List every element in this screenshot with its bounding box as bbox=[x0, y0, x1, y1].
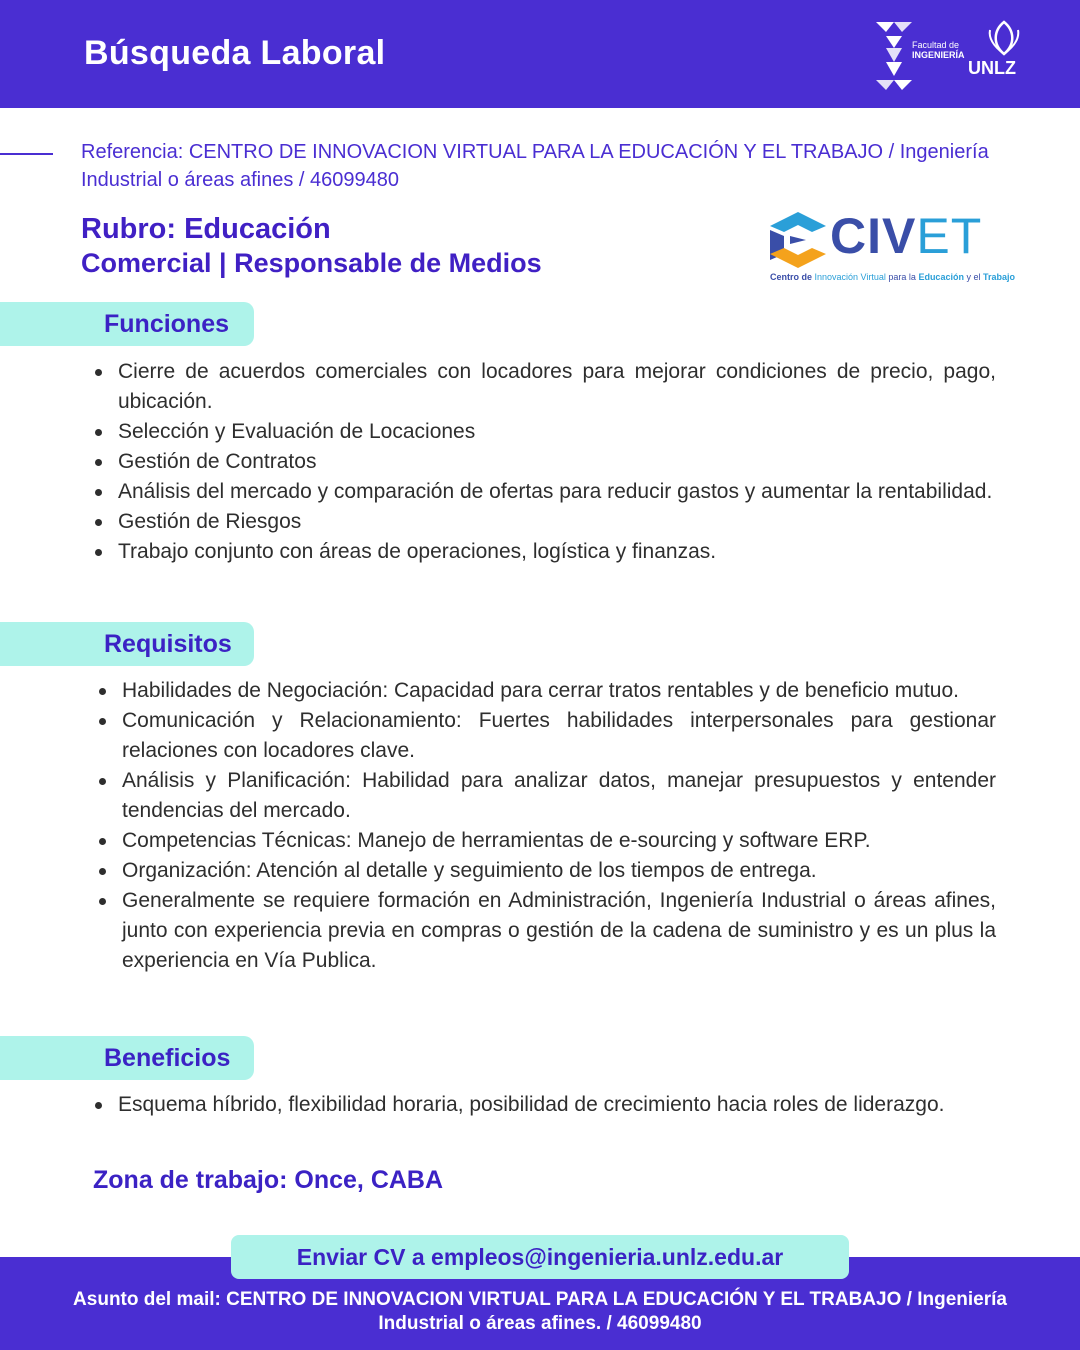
requisitos-title: Requisitos bbox=[104, 630, 232, 658]
faculty-logos bbox=[872, 16, 1042, 96]
section-requisitos bbox=[0, 622, 254, 666]
email-subject-text: Asunto del mail: CENTRO DE INNOVACION VIRTUAL PARA LA EDUCACIÓN Y EL TRABAJO / Ingeniería Industrial o áreas afines. / 46099480 bbox=[73, 1289, 1007, 1334]
list-item: Esquema híbrido, flexibilidad horaria, posibilidad de crecimiento hacia roles de liderazgo. bbox=[82, 1090, 996, 1120]
section-funciones bbox=[0, 302, 254, 346]
work-zone: Zona de trabajo: Once, CABA bbox=[93, 1166, 444, 1194]
facultad-label: Facultad de INGENIERÍA bbox=[912, 40, 965, 60]
header-bar bbox=[0, 0, 1080, 108]
civet-logo bbox=[768, 208, 1015, 288]
reference-text: Referencia: CENTRO DE INNOVACION VIRTUAL PARA LA EDUCACIÓN Y EL TRABAJO / Ingeniería Industrial o áreas afines / 46099480 bbox=[81, 141, 989, 191]
funciones-title: Funciones bbox=[104, 310, 230, 338]
list-item: Cierre de acuerdos comerciales con locadores para mejorar condiciones de precio, pago, ubicación. bbox=[82, 357, 996, 417]
funciones-list bbox=[82, 357, 996, 567]
list-item: Gestión de Riesgos bbox=[82, 507, 996, 537]
civet-mark-icon bbox=[768, 210, 828, 270]
requisitos-list bbox=[86, 676, 996, 976]
page-title: Búsqueda Laboral bbox=[84, 34, 386, 72]
list-item: Selección y Evaluación de Locaciones bbox=[82, 417, 996, 447]
list-item: Análisis y Planificación: Habilidad para analizar datos, manejar presupuestos y entender tendencias del mercado. bbox=[86, 766, 996, 826]
list-item: Trabajo conjunto con áreas de operaciones, logística y finanzas. bbox=[82, 537, 996, 567]
unlz-leaf-icon bbox=[984, 18, 1024, 58]
list-item: Gestión de Contratos bbox=[82, 447, 996, 477]
beneficios-list bbox=[82, 1090, 996, 1120]
unlz-label: UNLZ bbox=[968, 58, 1016, 78]
section-beneficios bbox=[0, 1036, 254, 1080]
list-item: Análisis del mercado y comparación de ofertas para reducir gastos y aumentar la rentabilidad. bbox=[82, 477, 996, 507]
position-heading: Comercial | Responsable de Medios bbox=[81, 248, 542, 278]
civet-wordmark: CIVET bbox=[830, 208, 983, 264]
rubro-heading: Rubro: Educación bbox=[81, 213, 331, 245]
beneficios-title: Beneficios bbox=[104, 1044, 231, 1072]
list-item: Generalmente se requiere formación en Administración, Ingeniería Industrial o áreas afines, junto con experiencia previa en compras o gestión de la cadena de suministro y es un plus la experiencia en Vía Publica. bbox=[86, 886, 996, 976]
list-item: Competencias Técnicas: Manejo de herramientas de e-sourcing y software ERP. bbox=[86, 826, 996, 856]
ingenieria-logo-icon bbox=[872, 18, 916, 94]
list-item: Habilidades de Negociación: Capacidad para cerrar tratos rentables y de beneficio mutuo. bbox=[86, 676, 996, 706]
civet-subtitle: Centro de Innovación Virtual para la Educación y el Trabajo bbox=[770, 272, 1015, 282]
list-item: Comunicación y Relacionamiento: Fuertes habilidades interpersonales para gestionar relaciones con locadores clave. bbox=[86, 706, 996, 766]
reference-divider bbox=[0, 153, 53, 155]
send-cv-email-link[interactable]: Enviar CV a empleos@ingenieria.unlz.edu.ar bbox=[231, 1235, 849, 1279]
list-item: Organización: Atención al detalle y seguimiento de los tiempos de entrega. bbox=[86, 856, 996, 886]
